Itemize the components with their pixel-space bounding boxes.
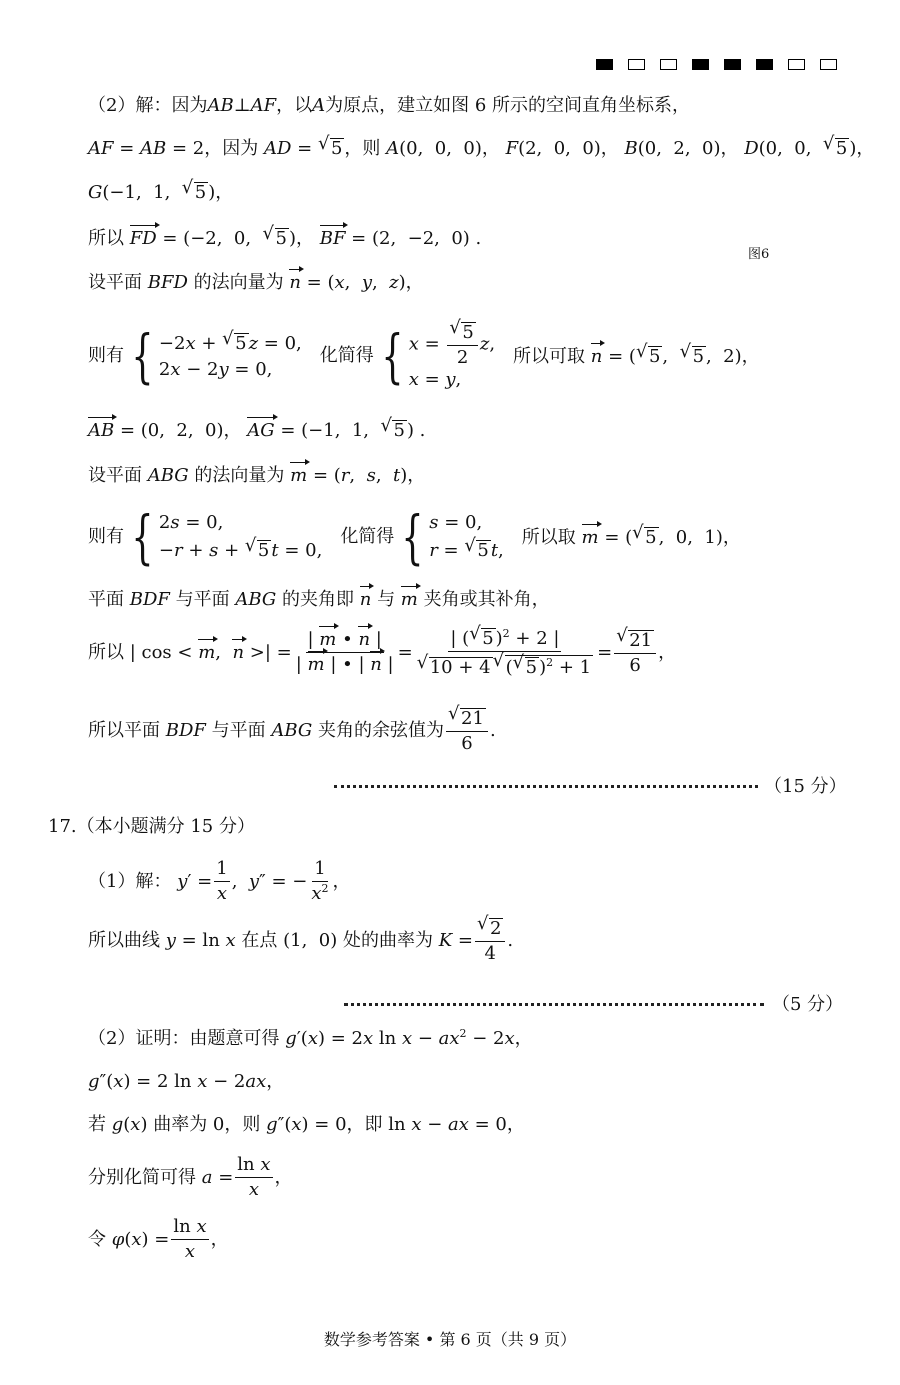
q17-p1-derivatives: （1）解： y′ = $\frac{1}{x}$ , y″ = − $\frac{1}{x^2}$ ，	[88, 858, 351, 904]
q17-p1-curvature: 所以曲线 y = ln x 在点 (1, 0) 处的曲率为 K = √ $\frac{2}{4}$ .	[88, 918, 513, 963]
p2-intro-line: （2）解：因为AB⊥AF，以A为原点，建立如图 6 所示的空间直角坐标系，	[88, 95, 691, 116]
p2-vectors-line2: AB = (0, 2, 0)， AG = (−1, 1, √ 5 ) .	[88, 420, 425, 440]
p2-score: （15 分）	[764, 776, 847, 797]
header-mark	[820, 59, 837, 70]
header-mark	[788, 59, 805, 70]
q17-p2-line5: 令 φ(x) = $\frac{\text{ln x}}{x}$ ，	[88, 1216, 229, 1262]
q17-p2-line1: （2）证明：由题意可得 g′(x) = 2x $\ln x - ax^2 - 2x$，	[88, 1027, 533, 1049]
header-mark	[596, 59, 613, 70]
p2-coords-line1: AF = AB = 2，因为 AD = √ 5 ，则 A(0, 0, 0)， F(2, 0, 0)， B(0, 2, 0)， D(0, 0, √ 5 )，	[88, 138, 874, 158]
p2-cos-calc: 所以 | cos < m, n >| = $\frac{| m • n |}{| m | • | n |}$ = | (√ 5 )$^2$ + 2 | √ 10 + 4√ (√ 5 )$^2$ + 1 = √ $\frac{21}{6}$ ，	[88, 628, 676, 677]
p2-conclusion: 所以平面 BDF 与平面 ABG 夹角的余弦值为 √ $\frac{21}{6}$ .	[88, 708, 496, 753]
header-mark	[724, 59, 741, 70]
score-leader-dots	[334, 785, 758, 788]
page-footer: 数学参考答案 • 第 6 页（共 9 页）	[323, 1330, 577, 1349]
p2-coords-line2: G(−1, 1, √ 5 )，	[88, 182, 233, 202]
p2-label: （2）解：	[88, 95, 172, 116]
header-mark	[628, 59, 645, 70]
q17-p2-line2: g″(x) = 2 ln x − 2ax，	[88, 1071, 285, 1092]
p2-system-m: 则有 { 2s = 0, −r + s + √ 5 t = 0, 化简得 { s = 0, r = √ 5 t, 所以取 m = (√ 5 , 0, 1)，	[88, 508, 741, 566]
q17-p1-score: （5 分）	[772, 994, 844, 1015]
p2-normal-m-intro: 设平面 ABG 的法向量为 m = (r, s, t)，	[88, 465, 426, 486]
p2-angle-statement: 平面 BDF 与平面 ABG 的夹角即 n 与 m 夹角或其补角，	[88, 589, 550, 610]
p2-vectors-line1: 所以 FD = (−2, 0, √ 5 )， BF = (2, −2, 0) .	[88, 228, 481, 248]
score-leader-dots	[344, 1003, 764, 1006]
p2-normal-n-intro: 设平面 BFD 的法向量为 n = (x, y, z)，	[88, 272, 424, 293]
header-mark	[692, 59, 709, 70]
header-mark	[660, 59, 677, 70]
q17-p2-line4: 分别化简可得 a = $\frac{\text{ln x}}{x}$ ，	[88, 1154, 293, 1200]
p2-system-n: 则有 { −2x + √ 5 z = 0, 2x − 2y = 0, 化简得 { x = √ $\frac{5}{2}$ z, x = y, 所以可取 n = (√ 5 , √ 5 , 2)，	[88, 322, 760, 389]
q17-p2-line3: 若 g(x) 曲率为 0，则 g″(x) = 0，即 ln x − ax = 0，	[88, 1114, 525, 1135]
figure-label: 图6	[748, 247, 770, 262]
q17-title: 17.（本小题满分 15 分）	[48, 816, 255, 837]
header-mark	[756, 59, 773, 70]
